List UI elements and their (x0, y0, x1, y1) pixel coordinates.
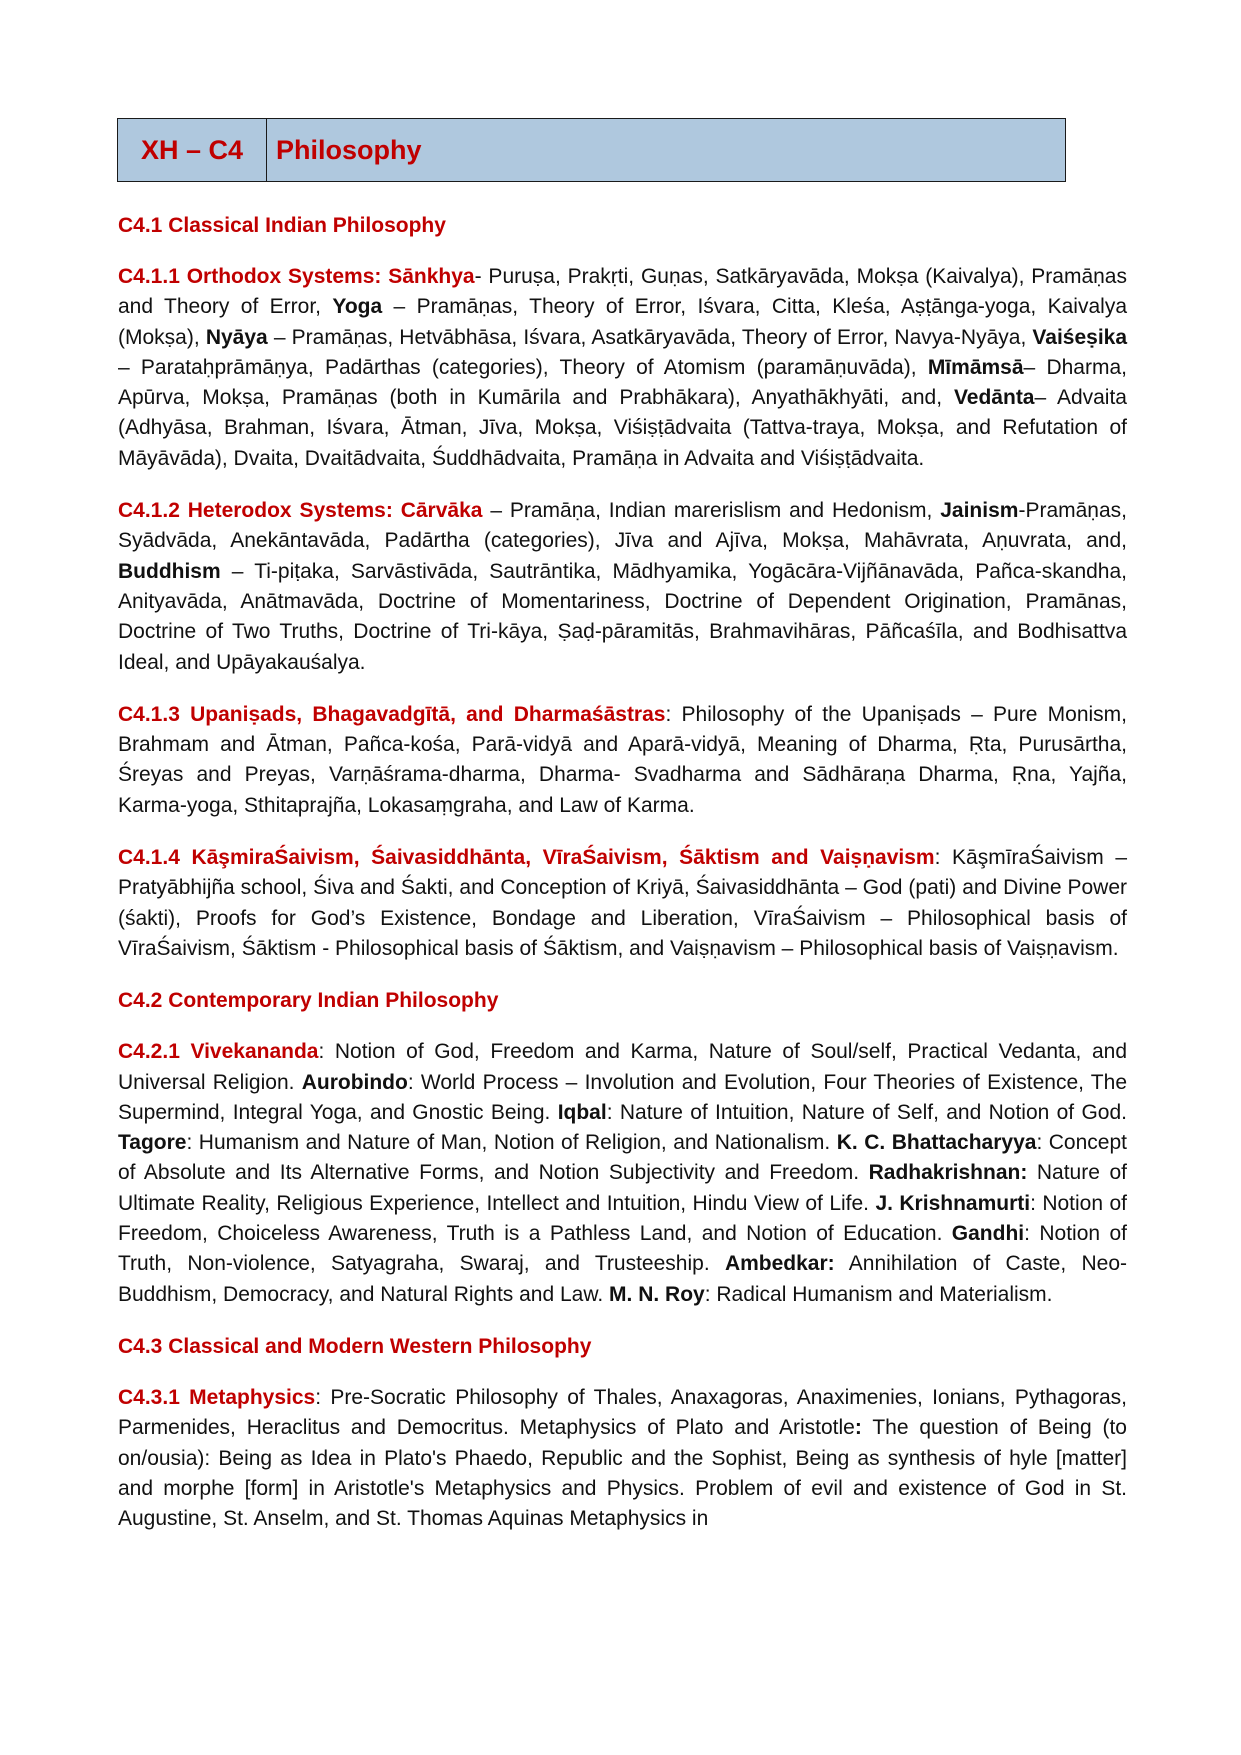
subsection-heading: C4.2.1 Vivekananda (118, 1040, 319, 1064)
bold-term: Iqbal (557, 1100, 607, 1124)
section-heading-c42: C4.2 Contemporary Indian Philosophy (118, 989, 499, 1013)
bold-term: K. C. Bhattacharyya (836, 1131, 1037, 1155)
paragraph-text: : Notion of Freedom, Choiceless Awareness, Truth is a Pathless Land, and Notion of Education. (118, 1191, 1127, 1246)
paragraph-c412 (118, 496, 1127, 678)
header-table (117, 118, 1066, 182)
bold-term: Gandhi (951, 1222, 1025, 1246)
paragraph-text: – Pramāṇas, Hetvābhāsa, Iśvara, Asatkāryavāda, Theory of Error, Navya-Nyāya, (267, 325, 1033, 349)
bold-term: J. Krishnamurti (875, 1191, 1031, 1215)
bold-term: : (854, 1416, 862, 1440)
paragraph-c421 (118, 1037, 1127, 1310)
bold-term: Jainism (940, 499, 1019, 523)
section-heading-c41: C4.1 Classical Indian Philosophy (118, 214, 446, 237)
paragraph-text: : KāşmīraŚaivism – Pratyābhijña school, Śiva and Śakti, and Conception of Kriyā, Śaivasiddhānta – God (pati) and Divine Power (śakti), Proofs for God’s Existence, Bondage and Liberation, VīraŚaivism – Philosophical basis of VīraŚaivism, Śāktism - Philosophical basis of Śāktism, and Vaiṣṇavism – Philosophical basis of Vaiṣṇavism. (118, 846, 1127, 960)
subsection-heading: C4.1.2 Heterodox Systems: Cārvāka (118, 499, 483, 523)
subsection-heading: C4.1.1 Orthodox Systems: Sānkhya (118, 265, 475, 288)
subsection-heading: C4.1.4 KāşmiraŚaivism, Śaivasiddhānta, VīraŚaivism, Śāktism and Vaiṣṇavism (118, 846, 935, 870)
paragraph-text: - Puruṣa, Prakṛti, Guṇas, Satkāryavāda, Mokṣa (Kaivalya), Pramāṇas and Theory of Error, (118, 265, 1127, 319)
paragraph-text: -Pramāṇas, Syādvāda, Anekāntavāda, Padārtha (categories), Jīva and Ajīva, Mokṣa, Mahāvrata, Aṇuvrata, and, (118, 499, 1127, 553)
paragraph-text: Nature of Ultimate Reality, Religious Experience, Intellect and Intuition, Hindu View of Life. (118, 1161, 1127, 1215)
paragraph-c413 (118, 700, 1127, 821)
bold-term: Radhakrishnan: (868, 1161, 1028, 1185)
paragraph-text: : Humanism and Nature of Man, Notion of Religion, and Nationalism. (186, 1131, 837, 1155)
paragraph-c431 (118, 1383, 1127, 1534)
bold-term: Ambedkar: (724, 1252, 835, 1276)
bold-term: Nyāya (205, 325, 268, 349)
paragraph-text: : Notion of God, Freedom and Karma, Nature of Soul/self, Practical Vedanta, and Universal Religion. (118, 1040, 1127, 1094)
paragraph-text: : Concept of Absolute and Its Alternative Forms, and Notion Subjectivity and Freedom. (118, 1131, 1127, 1185)
paragraph-text: : Philosophy of the Upaniṣads – Pure Monism, Brahmam and Ātman, Pañca-kośa, Parā-vidyā and Aparā-vidyā, Meaning of Dharma, Ṛta, Purusārtha, Śreyas and Preyas, Varṇāśrama-dharma, Dharma- Svadharma and Sādhāraṇa Dharma, Ṛna, Yajña, Karma-yoga, Sthitaprajña, Lokasaṃgraha, and Law of Karma. (118, 702, 1127, 817)
subsection-heading: C4.3.1 Metaphysics (118, 1385, 316, 1409)
paragraph-text: – Pramāṇa, Indian marerislism and Hedonism, (482, 499, 941, 523)
bold-term: Vaiśeṣika (1032, 325, 1128, 349)
paragraph-text: : Pre-Socratic Philosophy of Thales, Anaxagoras, Anaximenies, Ionians, Pythagoras, Parmenides, Heraclitus and Democritus. Metaphysics of Plato and Aristotle (118, 1385, 1128, 1440)
paragraph-text: – Pramāṇas, Theory of Error, Iśvara, Citta, Kleśa, Aṣṭānga-yoga, Kaivalya (Mokṣa), (118, 295, 1127, 349)
paragraph-text: – Parataḥprāmāṇya, Padārthas (categories), Theory of Atomism (paramāṇuvāda), (118, 355, 928, 379)
course-code: XH – C4 (118, 119, 267, 181)
bold-term: Buddhism (118, 559, 221, 583)
paragraph-text: : Nature of Intuition, Nature of Self, and Notion of God. (606, 1100, 1127, 1124)
paragraph-text: – Advaita (Adhyāsa, Brahman, Iśvara, Ātman, Jīva, Mokṣa, Viśiṣṭādvaita (Tattva-traya, Mokṣa, and Refutation of Māyāvāda), Dvaita, Dvaitādvaita, Śuddhādvaita, Pramāṇa in Advaita and Viśiṣṭādvaita. (118, 386, 1127, 470)
bold-term: Yoga (332, 295, 383, 319)
paragraph-text: The question of Being (to on/ousia): Being as Idea in Plato's Phaedo, Republic and the Sophist, Being as synthesis of hyle [matter] and morphe [form] in Aristotle's Metaphysics and Physics. Problem of evil and existence of God in St. Augustine, St. Anselm, and St. Thomas Aquinas Metaphysics in (118, 1416, 1127, 1531)
paragraph-text: – Dharma, Apūrva, Mokṣa, Pramāṇas (both in Kumārila and Prabhākara), Anyathākhyāti, and, (118, 355, 1127, 410)
syllabus-content (118, 211, 1127, 1556)
bold-term: Mīmāmsā (927, 355, 1024, 379)
bold-term: Vedānta (953, 386, 1035, 410)
section-heading-c43: C4.3 Classical and Modern Western Philosophy (118, 1334, 592, 1358)
paragraph-text: : Notion of Truth, Non-violence, Satyagraha, Swaraj, and Trusteeship. (118, 1222, 1127, 1276)
bold-term: Tagore (118, 1131, 187, 1155)
paragraph-c414 (118, 843, 1127, 964)
paragraph-c411 (118, 262, 1127, 474)
bold-term: Aurobindo (301, 1070, 408, 1094)
paragraph-text: : Radical Humanism and Materialism. (704, 1282, 1053, 1306)
paragraph-text: : World Process – Involution and Evolution, Four Theories of Existence, The Supermind, Integral Yoga, and Gnostic Being. (118, 1070, 1127, 1124)
course-title: Philosophy (276, 134, 422, 165)
paragraph-text: Annihilation of Caste, Neo-Buddhism, Democracy, and Natural Rights and Law. (118, 1252, 1127, 1306)
paragraph-text: – Ti-piṭaka, Sarvāstivāda, Sautrāntika, Mādhyamika, Yogācāra-Vijñānavāda, Pañca-skandha, Anityavāda, Anātmavāda, Doctrine of Momentariness, Doctrine of Dependent Origination, Pramānas, Doctrine of Two Truths, Doctrine of Tri-kāya, Ṣaḍ-pāramitās, Brahmavihāras, Pāñcaśīla, and Bodhisattva Ideal, and Upāyakauśalya. (118, 559, 1127, 674)
subsection-heading: C4.1.3 Upaniṣads, Bhagavadgītā, and Dharmaśāstras (118, 702, 666, 726)
bold-term: M. N. Roy (609, 1282, 705, 1306)
